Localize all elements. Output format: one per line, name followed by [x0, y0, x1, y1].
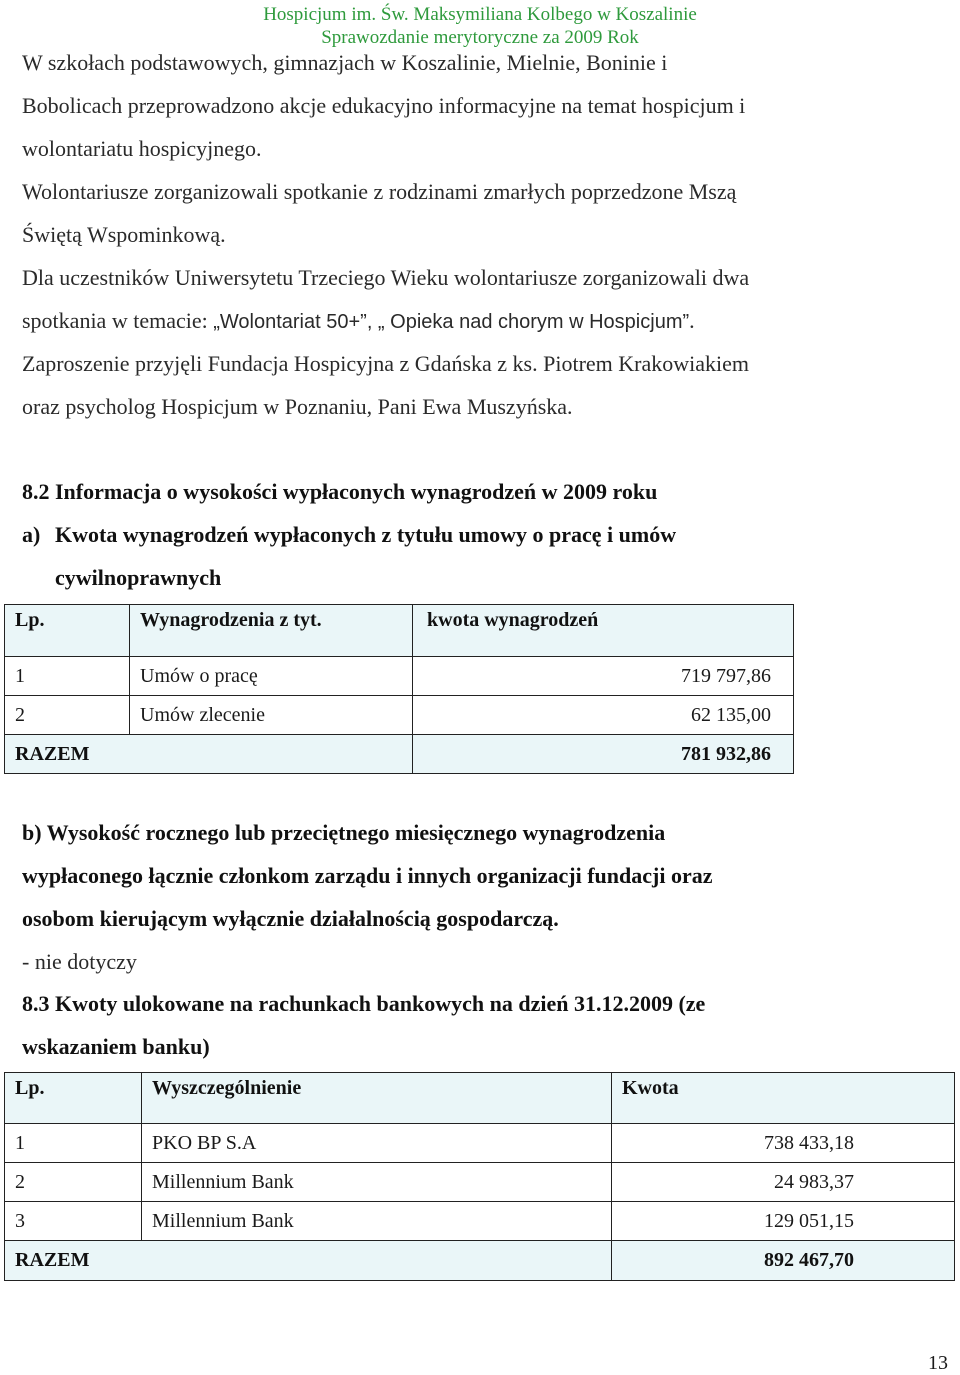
- bank-total-row: [5, 1241, 955, 1281]
- salaries-table-header-row: [5, 605, 794, 657]
- salaries-total-value: 781 932,86: [413, 735, 794, 774]
- salaries-col-amount: kwota wynagrodzeń: [413, 605, 794, 657]
- body-line-spotkania: [22, 308, 695, 334]
- bank-row-1-lp: 1: [5, 1124, 142, 1163]
- body-line-6: Dla uczestników Uniwersytetu Trzeciego Wieku wolontariusze zorganizowali dwa: [22, 265, 750, 290]
- bank-row-2-lp: 2: [5, 1163, 142, 1202]
- salaries-row-2-type: Umów zlecenie: [130, 696, 413, 735]
- bank-row-3-name: Millennium Bank: [142, 1202, 612, 1241]
- table-row: [5, 1163, 955, 1202]
- section-8-2-heading: 8.2 Informacja o wysokości wypłaconych wynagrodzeń w 2009 roku: [22, 479, 658, 504]
- salaries-row-1-type: Umów o pracę: [130, 657, 413, 696]
- report-header-subtitle: Sprawozdanie merytoryczne za 2009 Rok: [321, 27, 639, 48]
- spotkania-prefix: spotkania w temacie:: [22, 308, 214, 333]
- section-a-line-2: cywilnoprawnych: [55, 565, 222, 590]
- body-line-1: W szkołach podstawowych, gimnazjach w Koszalinie, Mielnie, Boninie i: [22, 50, 668, 75]
- table-row: [5, 1202, 955, 1241]
- section-8-3-heading-2: wskazaniem banku): [22, 1034, 210, 1059]
- body-line-7: Zaproszenie przyjęli Fundacja Hospicyjna z Gdańska z ks. Piotrem Krakowiakiem: [22, 351, 749, 376]
- body-line-8: oraz psycholog Hospicjum w Poznaniu, Pani Ewa Muszyńska.: [22, 394, 573, 419]
- bank-row-3-lp: 3: [5, 1202, 142, 1241]
- bank-row-2-amount: 24 983,37: [612, 1163, 955, 1202]
- section-a-marker: a): [22, 522, 41, 547]
- salaries-row-1-amount: 719 797,86: [413, 657, 794, 696]
- bank-row-1-name: PKO BP S.A: [142, 1124, 612, 1163]
- section-a-line-1: Kwota wynagrodzeń wypłaconych z tytułu umowy o pracę i umów: [55, 522, 677, 547]
- salaries-table: [4, 604, 794, 774]
- salaries-total-label: RAZEM: [5, 735, 413, 774]
- spotkania-topics: „Wolontariat 50+”, „ Opieka nad chorym w Hospicjum”: [213, 311, 690, 333]
- bank-col-amount: Kwota: [612, 1073, 955, 1124]
- bank-row-3-amount: 129 051,15: [612, 1202, 955, 1241]
- section-b-line-1: b) Wysokość rocznego lub przeciętnego miesięcznego wynagrodzenia: [22, 820, 666, 845]
- salaries-row-1-lp: 1: [5, 657, 130, 696]
- salaries-col-lp: Lp.: [5, 605, 130, 657]
- section-8-3-heading-1: 8.3 Kwoty ulokowane na rachunkach bankowych na dzień 31.12.2009 (ze: [22, 991, 706, 1016]
- spotkania-suffix: .: [689, 308, 695, 333]
- salaries-col-type: Wynagrodzenia z tyt.: [130, 605, 413, 657]
- salaries-row-2-lp: 2: [5, 696, 130, 735]
- bank-total-value: 892 467,70: [612, 1241, 955, 1281]
- body-line-2: Bobolicach przeprowadzono akcje edukacyjno informacyjne na temat hospicjum i: [22, 93, 746, 118]
- bank-total-label: RAZEM: [5, 1241, 612, 1281]
- bank-accounts-table: [4, 1072, 955, 1281]
- bank-row-2-name: Millennium Bank: [142, 1163, 612, 1202]
- bank-col-description: Wyszczególnienie: [142, 1073, 612, 1124]
- bank-row-1-amount: 738 433,18: [612, 1124, 955, 1163]
- section-b-line-3: osobom kierującym wyłącznie działalnością gospodarczą.: [22, 906, 559, 931]
- body-line-5: Świętą Wspominkową.: [22, 222, 226, 247]
- body-line-4: Wolontariusze zorganizowali spotkanie z rodzinami zmarłych poprzedzone Mszą: [22, 179, 737, 204]
- salaries-row-2-amount: 62 135,00: [413, 696, 794, 735]
- page-number: 13: [928, 1352, 948, 1374]
- bank-col-lp: Lp.: [5, 1073, 142, 1124]
- section-b-note: - nie dotyczy: [22, 949, 137, 974]
- bank-table-header-row: [5, 1073, 955, 1124]
- section-b-line-2: wypłaconego łącznie członkom zarządu i innych organizacji fundacji oraz: [22, 863, 713, 888]
- table-row: [5, 1124, 955, 1163]
- table-row: [5, 696, 794, 735]
- salaries-total-row: [5, 735, 794, 774]
- body-line-3: wolontariatu hospicyjnego.: [22, 136, 262, 161]
- report-header-title: Hospicjum im. Św. Maksymiliana Kolbego w Koszalinie: [263, 4, 697, 25]
- table-row: [5, 657, 794, 696]
